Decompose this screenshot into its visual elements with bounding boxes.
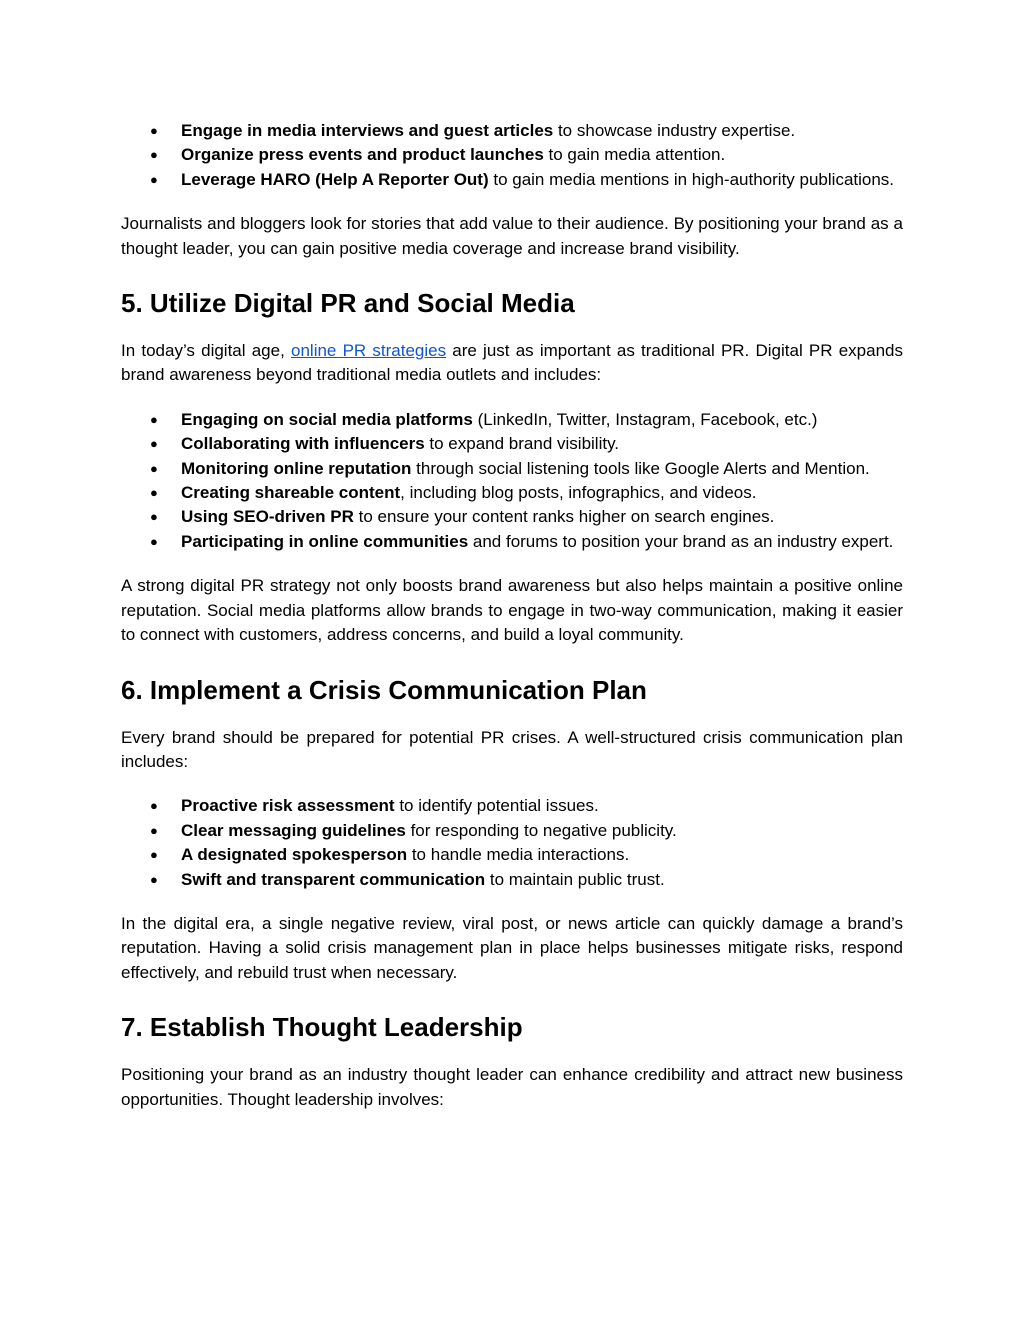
list-item (150, 530, 903, 554)
journalists-paragraph: Journalists and bloggers look for stories that add value to their audience. By positioning your brand as a thought leader, you can gain positive media coverage and increase brand visibility. (121, 214, 903, 258)
section-5-heading: 5. Utilize Digital PR and Social Media (121, 288, 575, 319)
list-item-text: and forums to position your brand as an industry expert. (468, 531, 894, 551)
list-item-text: to identify potential issues. (394, 796, 599, 816)
list-item-bold: Engaging on social media platforms (181, 409, 473, 429)
list-item-bold: Proactive risk assessment (181, 796, 395, 816)
list-item-bold: Organize press events and product launches (181, 145, 544, 165)
list-item-text: to maintain public trust. (485, 869, 665, 889)
crisis-plan-list (121, 794, 903, 892)
section-6-outro: In the digital era, a single negative review, viral post, or news article can quickly damage a brand’s reputation. Having a solid crisis management plan in place helps businesses mitigate risks, respond effectively, and rebuild trust when necessary. (121, 913, 903, 982)
document-content (121, 119, 903, 1112)
section-7-intro: Positioning your brand as an industry thought leader can enhance credibility and attract new business opportunities. Thought leadership involves: (121, 1065, 903, 1109)
section-5-intro (121, 339, 903, 388)
list-item-bold: Engage in media interviews and guest articles (181, 121, 554, 140)
list-item-bold: A designated spokesperson (181, 845, 408, 865)
bullet-icon: ● (150, 533, 158, 549)
bullet-icon: ● (150, 436, 158, 452)
bullet-icon: ● (150, 798, 158, 814)
section-5-intro-before: In today’s digital age, (121, 341, 292, 361)
list-item-text: to gain media mentions in high-authority publications. (488, 169, 895, 189)
bullet-icon: ● (150, 171, 158, 187)
section-7-heading: 7. Establish Thought Leadership (121, 1012, 523, 1043)
bullet-icon: ● (150, 847, 158, 863)
list-item-bold: Swift and transparent communication (181, 869, 486, 889)
list-item-text: (LinkedIn, Twitter, Instagram, Facebook, etc.) (472, 409, 818, 429)
list-item (150, 119, 903, 143)
section-6-heading: 6. Implement a Crisis Communication Plan (121, 674, 647, 705)
section-6-intro: Every brand should be prepared for potential PR crises. A well-structured crisis communication plan includes: (121, 727, 903, 771)
list-item (150, 819, 903, 843)
online-pr-strategies-link[interactable]: online PR strategies (291, 341, 447, 361)
section-5-outro: A strong digital PR strategy not only boosts brand awareness but also helps maintain a positive online reputation. Social media platforms allow brands to engage in two-way communication, making it easier to connect with customers, address concerns, and build a loyal community. (121, 576, 903, 645)
list-item-text: for responding to negative publicity. (405, 820, 677, 840)
bullet-icon: ● (150, 485, 158, 501)
list-item-bold: Clear messaging guidelines (181, 820, 406, 840)
list-item-text: through social listening tools like Google Alerts and Mention. (411, 458, 870, 478)
list-item (150, 143, 903, 167)
list-item-text: , including blog posts, infographics, and videos. (400, 483, 757, 503)
section-5-intro-after: are just as important as traditional PR. Digital PR expands brand awareness beyond traditional media outlets and includes: (121, 341, 903, 385)
list-item-bold: Creating shareable content (181, 483, 401, 503)
list-item-text: to handle media interactions. (407, 845, 630, 865)
list-item-bold: Leverage HARO (Help A Reporter Out) (181, 169, 489, 189)
bullet-icon: ● (150, 509, 158, 525)
list-item (150, 481, 903, 505)
list-item-text: to gain media attention. (543, 145, 726, 165)
list-item (150, 457, 903, 481)
list-item (150, 794, 903, 818)
list-item (150, 408, 903, 432)
list-item (150, 843, 903, 867)
list-item (150, 168, 903, 192)
list-item-text: to ensure your content ranks higher on search engines. (353, 507, 775, 527)
list-item (150, 868, 903, 892)
list-item-bold: Using SEO-driven PR (181, 507, 354, 527)
list-item-text: to showcase industry expertise. (553, 121, 796, 140)
list-item (150, 432, 903, 456)
list-item-text: to expand brand visibility. (424, 434, 620, 454)
list-item-bold: Participating in online communities (181, 531, 469, 551)
bullet-icon: ● (150, 123, 158, 138)
list-item-bold: Collaborating with influencers (181, 434, 425, 454)
bullet-icon: ● (150, 871, 158, 887)
media-outreach-list (121, 119, 903, 192)
bullet-icon: ● (150, 147, 158, 163)
list-item (150, 505, 903, 529)
bullet-icon: ● (150, 460, 158, 476)
bullet-icon: ● (150, 822, 158, 838)
bullet-icon: ● (150, 411, 158, 427)
digital-pr-list (121, 408, 903, 554)
list-item-bold: Monitoring online reputation (181, 458, 412, 478)
